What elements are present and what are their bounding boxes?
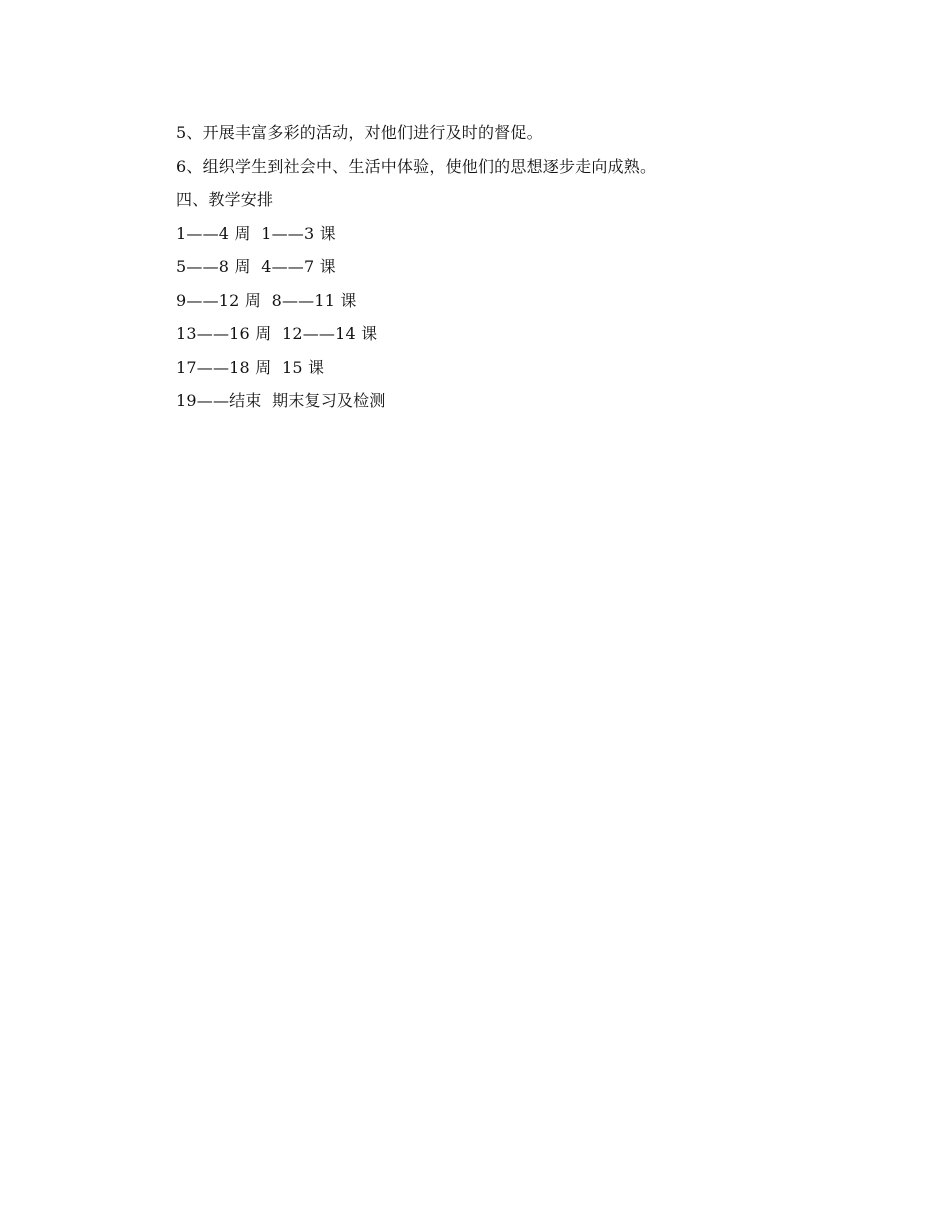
schedule-row: 17——18 周 15 课 [176, 357, 325, 377]
schedule-row: 5——8 周 4——7 课 [176, 257, 336, 276]
document-body [176, 116, 816, 418]
schedule-row: 13——16 周 12——14 课 [176, 324, 378, 343]
paragraph-item-5: 5、开展丰富多彩的活动，对他们进行及时的督促。 [176, 123, 543, 142]
schedule-row: 19——结束 期末复习及检测 [176, 391, 386, 410]
schedule-row: 1——4 周 1——3 课 [176, 223, 336, 243]
section-heading: 四、教学安排 [176, 190, 274, 209]
paragraph-item-6: 6、组织学生到社会中、生活中体验，使他们的思想逐步走向成熟。 [176, 156, 657, 176]
schedule-row: 9——12 周 8——11 课 [176, 290, 357, 310]
